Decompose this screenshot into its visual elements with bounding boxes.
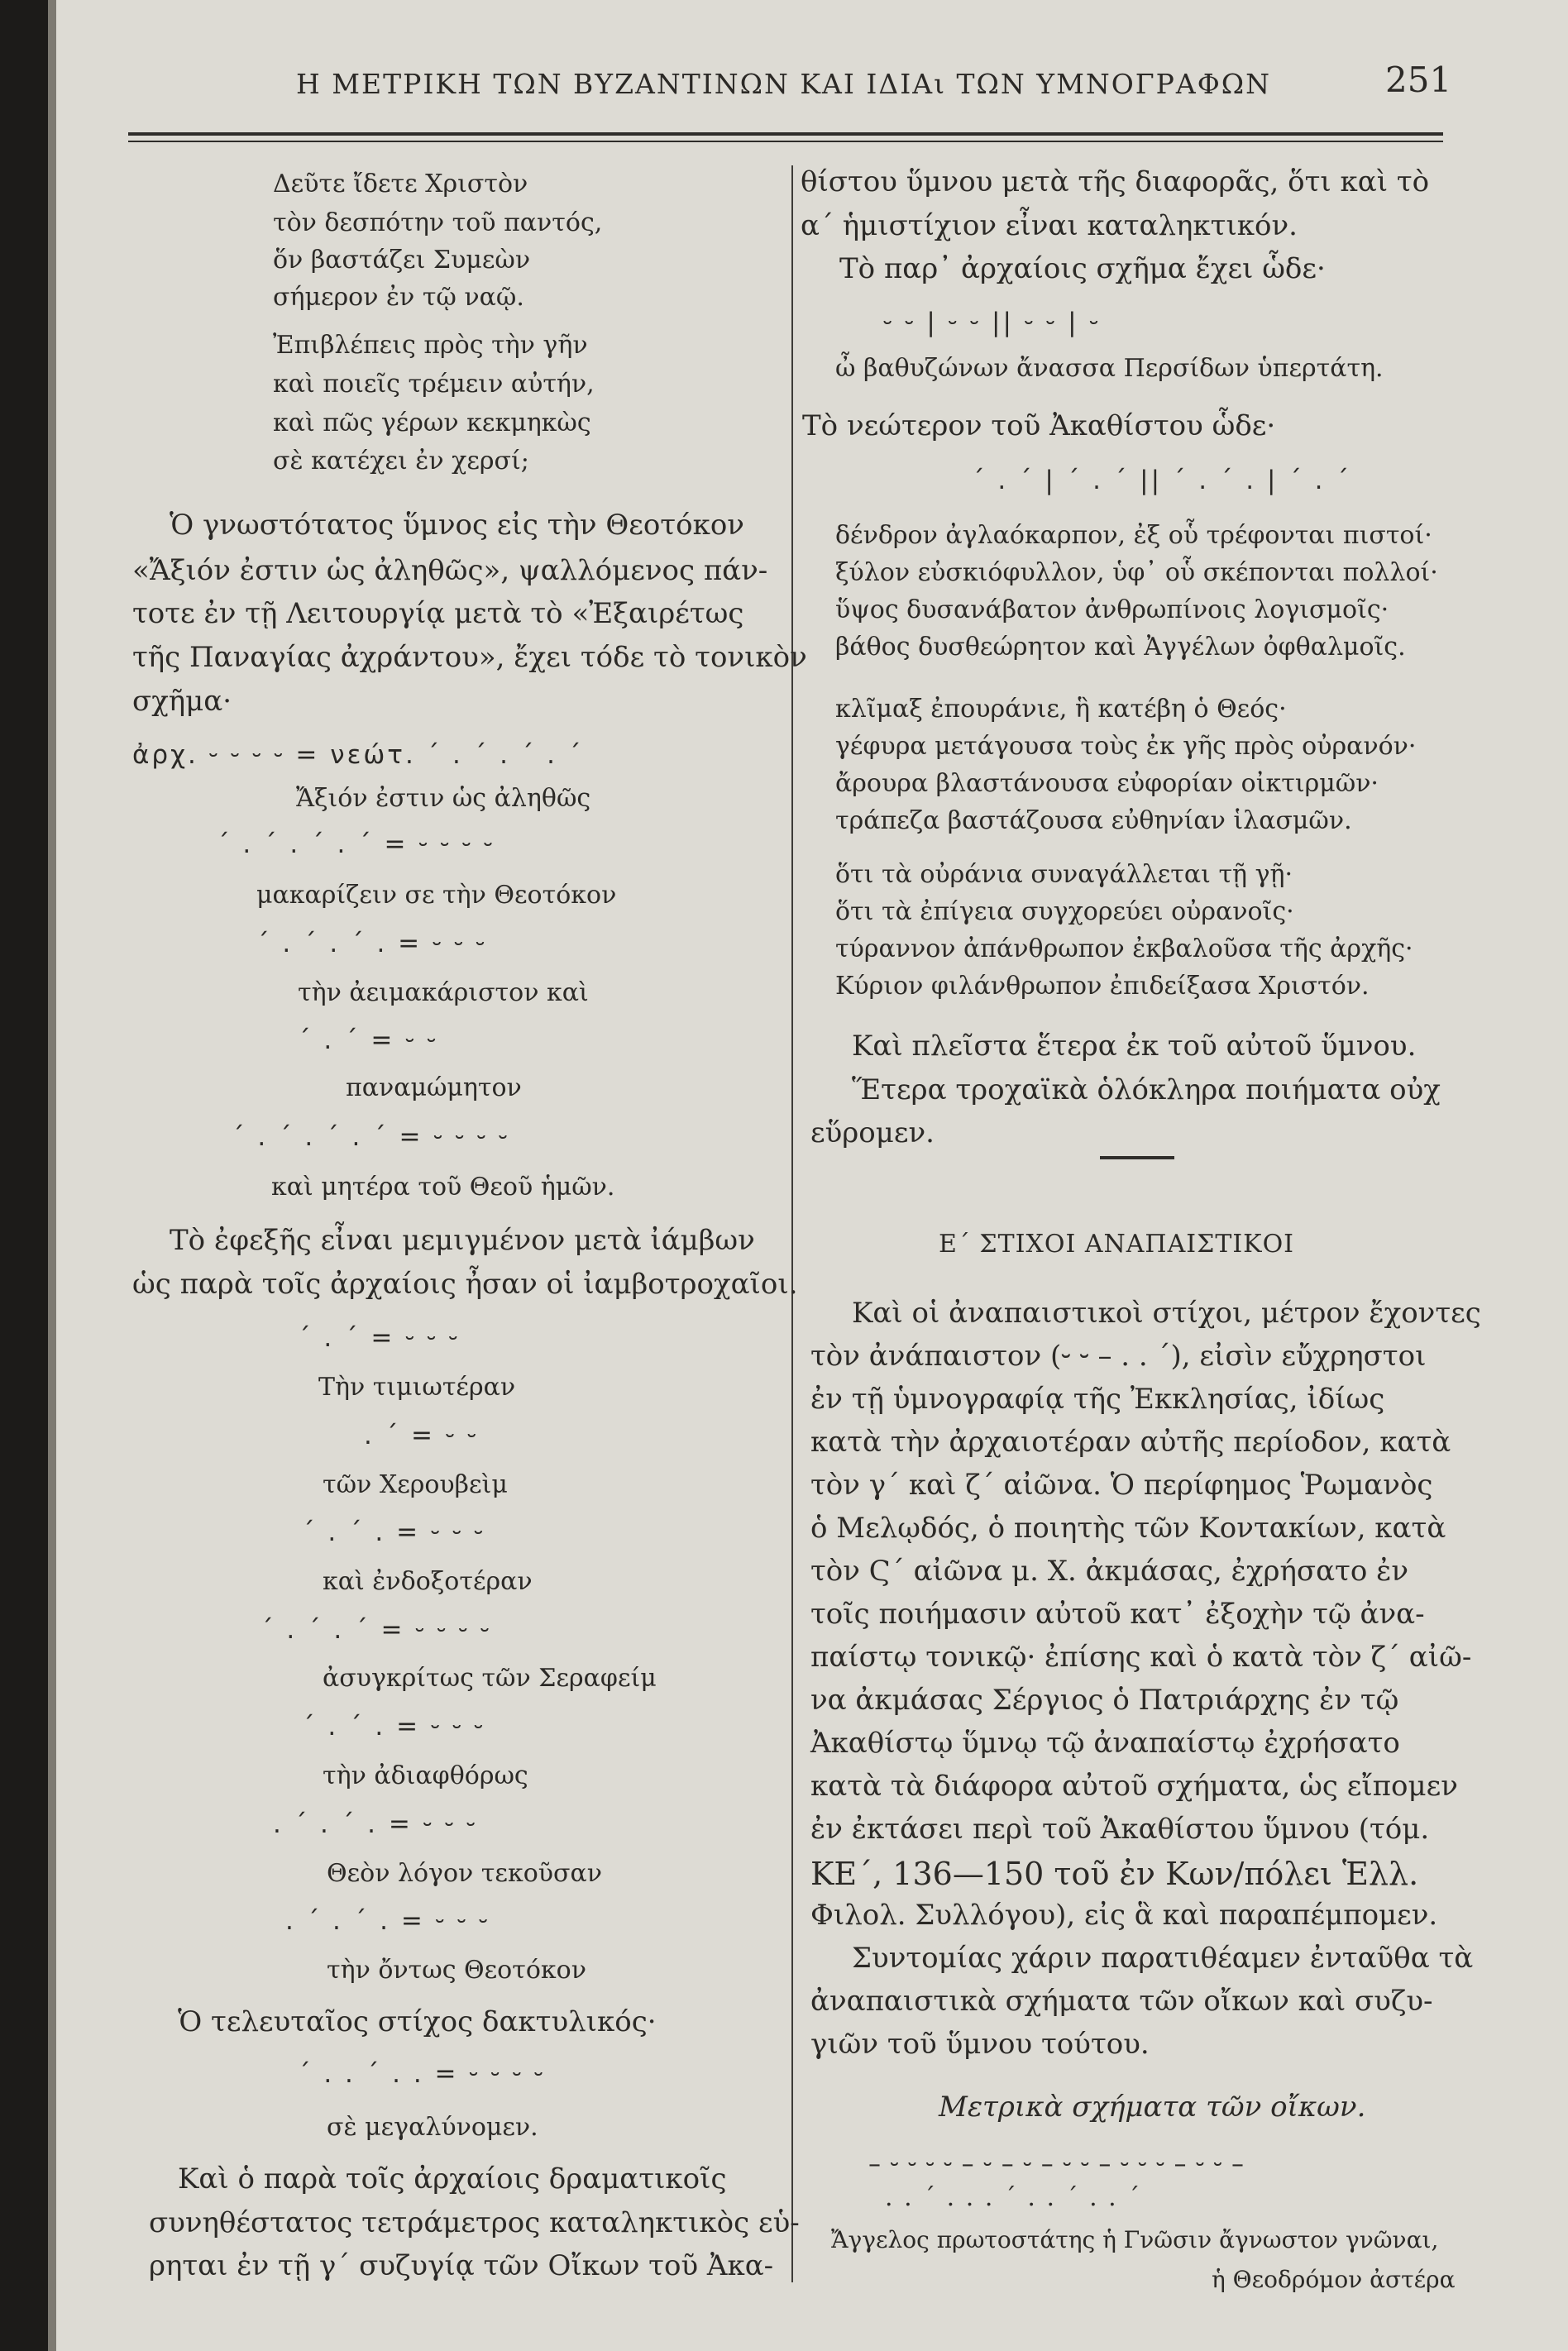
meter-scheme: . ΄ = ⏑ ⏑ — [364, 1421, 479, 1450]
left-line: καὶ πῶς γέρων κεκμηκὼς — [273, 409, 591, 437]
left-line: καὶ ποιεῖς τρέμειν αὐτήν, — [273, 370, 595, 399]
meter-scheme: ΄ . ΄ . ΄ . = ⏑ ⏑ ⏑ — [256, 929, 487, 958]
page-number: 251 — [1385, 60, 1452, 100]
left-line: Θεὸν λόγον τεκοῦσαν — [327, 1859, 602, 1888]
right-line: βάθος δυσθεώρητον καὶ Ἀγγέλων ὀφθαλμοῖς. — [835, 633, 1406, 662]
right-line: ἡ Θεοδρόμον ἀστέρα — [1212, 2266, 1456, 2293]
right-line: κλῖμαξ ἐπουράνιε, ἣ κατέβη ὁ Θεός· — [835, 695, 1287, 724]
left-line: τὸν δεσπότην τοῦ παντός, — [273, 208, 603, 237]
right-line: ὅτι τὰ ἐπίγεια συγχορεύει οὐρανοῖς· — [835, 897, 1294, 926]
right-line: ἀναπαιστικὰ σχήματα τῶν οἴκων καὶ συζυ- — [810, 1985, 1433, 2018]
left-line: Ὁ τελευταῖος στίχος δακτυλικός· — [178, 2005, 657, 2038]
left-line: καὶ μητέρα τοῦ Θεοῦ ἡμῶν. — [271, 1173, 615, 1202]
left-line: τῶν Χερουβεὶμ — [323, 1470, 508, 1499]
meter-scheme: ΄ . ΄ . ΄ = ⏑ ⏑ ⏑ ⏑ — [261, 1615, 492, 1645]
right-line: Κύριον φιλάνθρωπον ἐπιδείξασα Χριστόν. — [835, 972, 1370, 1001]
right-line: εὕρομεν. — [810, 1116, 935, 1149]
left-line: Καὶ ὁ παρὰ τοῖς ἀρχαίοις δραματικοῖς — [178, 2162, 727, 2196]
left-line: τὴν ἀδιαφθόρως — [323, 1761, 528, 1790]
right-line: Ἕτερα τροχαϊκὰ ὁλόκληρα ποιήματα οὐχ — [852, 1073, 1441, 1106]
meter-scheme: . . ΄ . . . ΄ . . ΄ . . ΄ — [885, 2183, 1142, 2212]
left-line: ὡς παρὰ τοῖς ἀρχαίοις ἦσαν οἱ ἰαμβοτροχαῖοι. — [132, 1268, 798, 1301]
left-line: συνηθέστατος τετράμετρος καταληκτικὸς εὑ- — [149, 2206, 800, 2239]
left-line: Ἐπιβλέπεις πρὸς τὴν γῆν — [273, 331, 588, 360]
left-line: σήμερον ἐν τῷ ναῷ. — [273, 283, 524, 312]
left-line: Τὸ ἐφεξῆς εἶναι μεμιγμένον μετὰ ἰάμβων — [170, 1224, 755, 1257]
right-line: ἄρουρα βλαστάνουσα εὐφορίαν οἰκτιρμῶν· — [835, 769, 1379, 798]
right-line: Φιλολ. Συλλόγου), εἰς ἃ καὶ παραπέμπομεν. — [810, 1899, 1438, 1932]
header-rule-thick — [128, 132, 1443, 136]
right-line: θίστου ὕμνου μετὰ τῆς διαφορᾶς, ὅτι καὶ τὸ — [801, 165, 1430, 198]
right-line: γέφυρα μετάγουσα τοὺς ἐκ γῆς πρὸς οὐρανόν· — [835, 732, 1417, 761]
meter-scheme: – ⏑ ⏑ ⏑ ⏑ – ⏑ – ⏑ – ⏑ ⏑ – ⏑ ⏑ ⏑ – ⏑ ⏑ – — [868, 2150, 1245, 2179]
left-line: καὶ ἐνδοξοτέραν — [323, 1567, 533, 1596]
right-line: τὸν Ϛ΄ αἰῶνα μ. Χ. ἀκμάσας, ἐχρήσατο ἐν — [810, 1555, 1409, 1588]
meter-scheme: ΄ . ΄ . ΄ . ΄ = ⏑ ⏑ ⏑ ⏑ — [232, 1122, 510, 1152]
left-line: ὅν βαστάζει Συμεὼν — [273, 246, 531, 275]
right-line: ΚΕ΄, 136—150 τοῦ ἐν Κων/πόλει Ἑλλ. — [810, 1856, 1419, 1892]
left-line: παναμώμητον — [346, 1073, 522, 1102]
right-line: ξύλον εὐσκιόφυλλον, ὑφ᾽ οὗ σκέπονται πολλοί· — [835, 558, 1438, 587]
right-line: τοῖς ποιήμασιν αὐτοῦ κατ᾽ ἐξοχὴν τῷ ἀνα- — [810, 1598, 1425, 1631]
right-line: ὁ Μελῳδός, ὁ ποιητὴς τῶν Κοντακίων, κατὰ — [810, 1512, 1446, 1545]
section-heading: Ε΄ ΣΤΙΧΟΙ ΑΝΑΠΑΙΣΤΙΚΟΙ — [939, 1230, 1295, 1259]
left-line: «Ἄξιόν ἐστιν ὡς ἀληθῶς», ψαλλόμενος πάν- — [132, 554, 768, 587]
right-line: παίστῳ τονικῷ· ἐπίσης καὶ ὁ κατὰ τὸν ζ΄ αἰῶ- — [810, 1641, 1472, 1674]
right-line: τὸν γ΄ καὶ ζ΄ αἰῶνα. Ὁ περίφημος Ῥωμανὸς — [810, 1469, 1433, 1502]
left-line: Δεῦτε ἴδετε Χριστὸν — [273, 170, 528, 198]
left-line: Τὴν τιμιωτέραν — [318, 1373, 516, 1402]
right-line: κατὰ τὴν ἀρχαιοτέραν αὐτῆς περίοδον, κατὰ — [810, 1426, 1451, 1459]
meter-scheme: ΄ . ΄ . ΄ . ΄ = ⏑ ⏑ ⏑ ⏑ — [217, 829, 495, 859]
right-line: δένδρον ἀγλαόκαρπον, ἐξ οὗ τρέφονται πιστοί· — [835, 521, 1432, 550]
scheme-caption: Μετρικὰ σχήματα τῶν οἴκων. — [939, 2091, 1366, 2124]
left-line: τοτε ἐν τῇ Λειτουργίᾳ μετὰ τὸ «Ἐξαιρέτως — [132, 597, 744, 630]
right-line: κατὰ τὰ διάφορα αὐτοῦ σχήματα, ὡς εἴπομεν — [810, 1770, 1458, 1803]
right-line: Καὶ οἱ ἀναπαιστικοὶ στίχοι, μέτρον ἔχοντες — [852, 1297, 1481, 1330]
right-line: ὦ βαθυζώνων ἄνασσα Περσίδων ὑπερτάτη. — [835, 354, 1384, 383]
book-binding — [0, 0, 48, 2351]
right-line: Ἀκαθίστῳ ὕμνῳ τῷ ἀναπαίστῳ ἐχρήσατο — [810, 1727, 1400, 1760]
left-line: τὴν ὄντως Θεοτόκον — [327, 1956, 586, 1985]
right-line: α΄ ἡμιστίχιον εἶναι καταληκτικόν. — [801, 209, 1298, 242]
meter-scheme: ΄ . . ΄ . . = ⏑ ⏑ ⏑ ⏑ — [298, 2059, 546, 2089]
section-separator — [1100, 1156, 1174, 1159]
right-line: τύραννον ἀπάνθρωπον ἐκβαλοῦσα τῆς ἀρχῆς· — [835, 934, 1413, 963]
left-line: ἀσυγκρίτως τῶν Σεραφείμ — [323, 1664, 657, 1693]
left-line: τῆς Παναγίας ἀχράντου», ἔχει τόδε τὸ τονικὸν — [132, 641, 807, 674]
left-line: σχῆμα· — [132, 685, 232, 718]
left-line: σὲ κατέχει ἐν χερσί; — [273, 447, 529, 475]
right-line: ἐν τῇ ὑμνογραφίᾳ τῆς Ἐκκλησίας, ἰδίως — [810, 1383, 1385, 1416]
meter-scheme: ἀρχ. ⏑ ⏑ ⏑ ⏑ = νεώτ. ΄ . ΄ . ΄ . ΄ — [132, 740, 584, 770]
right-line: Τὸ παρ᾽ ἀρχαίοις σχῆμα ἔχει ὧδε· — [839, 252, 1326, 285]
left-line: Ἄξιόν ἐστιν ὡς ἀληθῶς — [296, 784, 591, 813]
meter-scheme: ΄ . ΄ | ΄ . ΄ || ΄ . ΄ . | ΄ . ΄ — [972, 466, 1351, 495]
left-line: σὲ μεγαλύνομεν. — [327, 2113, 538, 2142]
meter-scheme: ΄ . ΄ = ⏑ ⏑ — [298, 1025, 438, 1055]
right-line: Τὸ νεώτερον τοῦ Ἀκαθίστου ὧδε· — [802, 409, 1276, 442]
right-line: Καὶ πλεῖστα ἕτερα ἐκ τοῦ αὐτοῦ ὕμνου. — [852, 1030, 1417, 1063]
meter-scheme: . ΄ . ΄ . = ⏑ ⏑ ⏑ — [273, 1809, 478, 1839]
right-line: τράπεζα βαστάζουσα εὐθηνίαν ἱλασμῶν. — [835, 806, 1352, 835]
meter-scheme: ΄ . ΄ . = ⏑ ⏑ ⏑ — [302, 1712, 485, 1742]
column-divider — [791, 165, 793, 2282]
meter-scheme: ΄ . ΄ = ⏑ ⏑ ⏑ — [298, 1323, 460, 1353]
running-header-title: Η ΜΕΤΡΙΚΗ ΤΩΝ ΒΥΖΑΝΤΙΝΩΝ ΚΑΙ ΙΔΙΑι ΤΩΝ ΥΜΝΟΓΡΑΦΩΝ — [296, 68, 1272, 100]
right-line: Συντομίας χάριν παρατιθέαμεν ἐνταῦθα τὰ — [852, 1942, 1474, 1975]
meter-scheme: . ΄ . ΄ . = ⏑ ⏑ ⏑ — [285, 1906, 490, 1936]
header-rule-thin — [128, 141, 1443, 142]
right-line: ἐν ἐκτάσει περὶ τοῦ Ἀκαθίστου ὕμνου (τόμ. — [810, 1813, 1430, 1846]
left-line: Ὁ γνωστότατος ὕμνος εἰς τὴν Θεοτόκον — [170, 509, 744, 542]
left-line: μακαρίζειν σε τὴν Θεοτόκον — [256, 881, 617, 910]
right-line: ὕψος δυσανάβατον ἀνθρωπίνοις λογισμοῖς· — [835, 595, 1389, 624]
right-line: τὸν ἀνάπαιστον (⏑ ⏑ – . . ΄), εἰσὶν εὔχρηστοι — [810, 1340, 1427, 1373]
right-line: γιῶν τοῦ ὕμνου τούτου. — [810, 2028, 1150, 2061]
right-line: ὅτι τὰ οὐράνια συναγάλλεται τῇ γῇ· — [835, 860, 1293, 889]
meter-scheme: ⏑ ⏑ | ⏑ ⏑ || ⏑ ⏑ | ⏑ — [883, 308, 1101, 337]
left-line: ρηται ἐν τῇ γ΄ συζυγίᾳ τῶν Οἴκων τοῦ Ἀκα- — [149, 2249, 774, 2282]
left-line: τὴν ἀειμακάριστον καὶ — [298, 978, 589, 1007]
right-line: Ἄγγελος πρωτοστάτης ἡ Γνῶσιν ἄγνωστον γνῶναι, — [831, 2226, 1439, 2253]
right-line: να ἀκμάσας Σέργιος ὁ Πατριάρχης ἐν τῷ — [810, 1684, 1399, 1717]
meter-scheme: ΄ . ΄ . = ⏑ ⏑ ⏑ — [302, 1517, 485, 1547]
binding-edge — [48, 0, 56, 2351]
